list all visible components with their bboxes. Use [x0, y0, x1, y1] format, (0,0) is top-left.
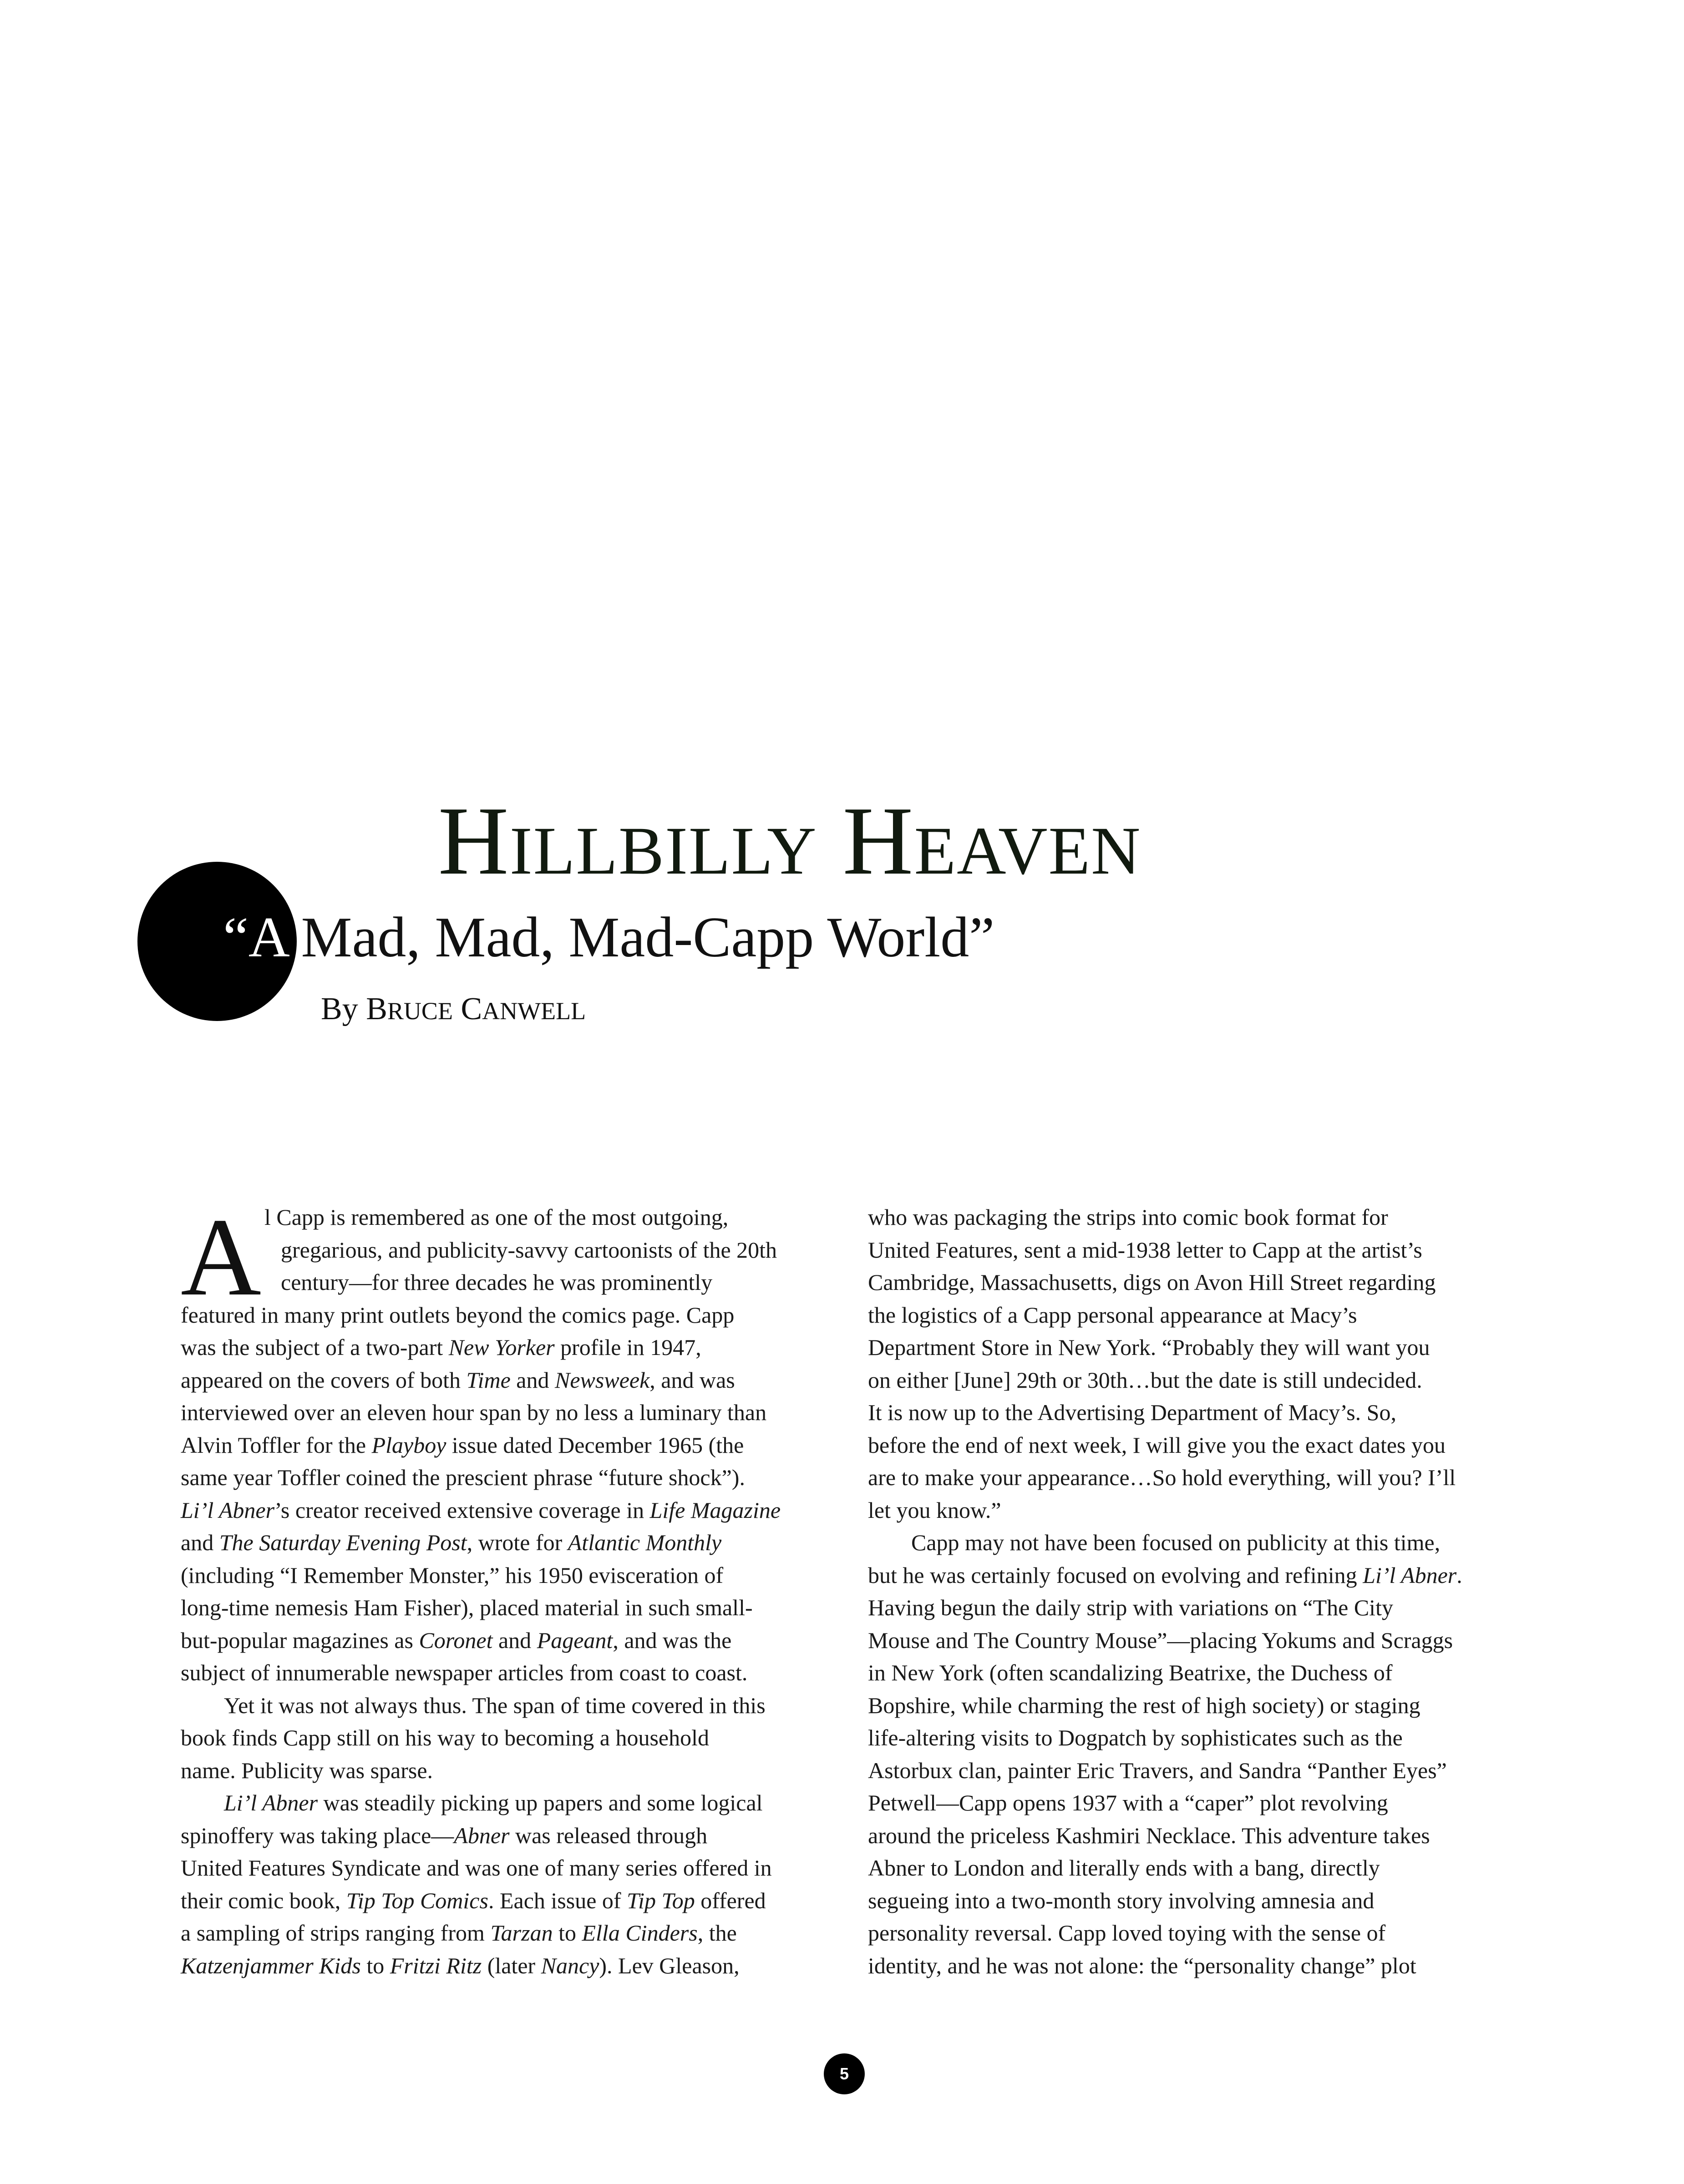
text-run: on either [June] 29th or 30th…but the date is still undecided.: [868, 1367, 1422, 1393]
italic-text: Pageant: [537, 1627, 613, 1653]
text-run: and: [492, 1627, 537, 1653]
text-line: [181, 1266, 827, 1299]
text-line: [868, 1787, 1514, 1820]
text-line: [181, 1396, 827, 1429]
text-line: [868, 1820, 1514, 1852]
text-run: l Capp is remembered as one of the most outgoing,: [264, 1204, 729, 1230]
italic-text: Playboy: [371, 1432, 446, 1458]
text-run: United Features Syndicate and was one of many series offered in: [181, 1855, 772, 1881]
text-line: [868, 1201, 1514, 1234]
text-run: to: [360, 1952, 390, 1978]
text-line: [868, 1299, 1514, 1332]
text-run: was released through: [509, 1822, 708, 1848]
italic-text: Time: [466, 1367, 511, 1393]
italic-text: Coronet: [419, 1627, 493, 1653]
italic-text: Li’l Abner: [1363, 1562, 1457, 1588]
text-line: [181, 1917, 827, 1950]
italic-text: Atlantic Monthly: [568, 1530, 722, 1555]
italic-text: Ella Cinders: [582, 1920, 698, 1946]
text-run: profile in 1947,: [554, 1335, 701, 1360]
text-run: Yet it was not always thus. The span of time covered in this: [224, 1692, 766, 1718]
body-column-left: [181, 1195, 827, 1982]
text-run: same year Toffler coined the prescient phrase “future shock”).: [181, 1465, 745, 1490]
text-line: [868, 1624, 1514, 1657]
title-smallcaps: EAVEN: [914, 813, 1141, 889]
text-line: [868, 1657, 1514, 1689]
text-line: [181, 1559, 827, 1592]
text-run: , the: [697, 1920, 737, 1946]
text-run: in New York (often scandalizing Beatrixe, the Duchess of: [868, 1660, 1393, 1685]
text-run: was steadily picking up papers and some logical: [318, 1790, 763, 1815]
text-run: It is now up to the Advertising Department of Macy’s. So,: [868, 1400, 1396, 1425]
text-run: offered: [695, 1887, 766, 1913]
text-line: [868, 1234, 1514, 1267]
text-run: but he was certainly focused on evolving and refining: [868, 1562, 1363, 1588]
text-run: century—for three decades he was prominently: [281, 1269, 713, 1295]
text-line: [868, 1689, 1514, 1722]
text-run: the logistics of a Capp personal appearance at Macy’s: [868, 1302, 1357, 1328]
text-line: [181, 1331, 827, 1364]
text-run: to: [553, 1920, 582, 1946]
text-line: [868, 1950, 1514, 1982]
text-run: Having begun the daily strip with variations on “The City: [868, 1595, 1393, 1620]
text-line: [868, 1592, 1514, 1624]
text-run: and: [181, 1530, 219, 1555]
text-run: are to make your appearance…So hold everything, will you? I’ll: [868, 1465, 1456, 1490]
italic-text: Abner: [454, 1822, 510, 1848]
italic-text: Newsweek: [555, 1367, 650, 1393]
text-line: [868, 1885, 1514, 1917]
text-run: a sampling of strips ranging from: [181, 1920, 491, 1946]
text-run: featured in many print outlets beyond the comics page. Capp: [181, 1302, 735, 1328]
title-initial: H: [438, 786, 510, 895]
italic-text: The Saturday Evening Post: [219, 1530, 467, 1555]
text-line: [181, 1885, 827, 1917]
byline-initial: C: [461, 991, 482, 1026]
text-run: ’s creator received extensive coverage in: [274, 1497, 650, 1523]
text-line: [181, 1299, 827, 1332]
text-run: before the end of next week, I will give you the exact dates you: [868, 1432, 1446, 1458]
byline-initial: B: [366, 991, 387, 1026]
text-run: appeared on the covers of both: [181, 1367, 467, 1393]
text-run: Alvin Toffler for the: [181, 1432, 372, 1458]
text-line: [181, 1592, 827, 1624]
text-run: but-popular magazines as: [181, 1627, 419, 1653]
subtitle-first-word: “A: [223, 906, 287, 969]
text-line: [868, 1429, 1514, 1462]
text-run: ). Lev Gleason,: [599, 1952, 740, 1978]
text-line: [181, 1689, 827, 1722]
text-run: . Each issue of: [488, 1887, 627, 1913]
text-run: , and was the: [613, 1627, 732, 1653]
text-run: Capp may not have been focused on publicity at this time,: [911, 1530, 1441, 1555]
text-line: [181, 1429, 827, 1462]
text-line: [181, 1624, 827, 1657]
text-run: Bopshire, while charming the rest of high society) or staging: [868, 1692, 1420, 1718]
italic-text: Life Magazine: [649, 1497, 781, 1523]
text-line: [868, 1331, 1514, 1364]
byline: [321, 993, 586, 1025]
text-run: Mouse and The Country Mouse”—placing Yokums and Scraggs: [868, 1627, 1453, 1653]
text-line: [181, 1787, 827, 1820]
text-run: personality reversal. Capp loved toying with the sense of: [868, 1920, 1386, 1946]
text-run: (including “I Remember Monster,” his 1950 evisceration of: [181, 1562, 724, 1588]
title-smallcaps: ILLBILLY: [509, 813, 817, 889]
byline-by: By: [321, 991, 358, 1026]
text-run: issue dated December 1965 (the: [446, 1432, 744, 1458]
text-line: [868, 1722, 1514, 1754]
text-run: was the subject of a two-part: [181, 1335, 449, 1360]
text-line: [181, 1201, 827, 1234]
text-run: .: [1456, 1562, 1462, 1588]
text-run: Astorbux clan, painter Eric Travers, and Sandra “Panther Eyes”: [868, 1757, 1447, 1783]
text-run: Cambridge, Massachusetts, digs on Avon Hill Street regarding: [868, 1269, 1436, 1295]
text-line: [868, 1754, 1514, 1787]
italic-text: Tarzan: [490, 1920, 553, 1946]
text-run: Petwell—Capp opens 1937 with a “caper” plot revolving: [868, 1790, 1388, 1815]
text-line: [181, 1852, 827, 1885]
italic-text: Fritzi Ritz: [390, 1952, 482, 1978]
text-run: United Features, sent a mid-1938 letter to Capp at the artist’s: [868, 1237, 1422, 1263]
text-run: subject of innumerable newspaper articles from coast to coast.: [181, 1660, 748, 1685]
italic-text: Nancy: [541, 1952, 599, 1978]
italic-text: Katzenjammer Kids: [181, 1952, 361, 1978]
text-run: , and was: [649, 1367, 735, 1393]
text-run: their comic book,: [181, 1887, 346, 1913]
text-line: [868, 1364, 1514, 1397]
text-line: [181, 1527, 827, 1559]
text-run: spinoffery was taking place—: [181, 1822, 454, 1848]
text-run: long-time nemesis Ham Fisher), placed material in such small-: [181, 1595, 753, 1620]
text-run: life-altering visits to Dogpatch by sophisticates such as the: [868, 1725, 1403, 1750]
text-run: Abner to London and literally ends with a bang, directly: [868, 1855, 1380, 1881]
text-line: [181, 1820, 827, 1852]
text-line: [181, 1461, 827, 1494]
article-subtitle: [223, 906, 995, 969]
body-column-right: [868, 1201, 1514, 1982]
text-run: who was packaging the strips into comic book format for: [868, 1204, 1388, 1230]
byline-smallcaps: ANWELL: [482, 997, 586, 1025]
text-line: [868, 1527, 1514, 1559]
page-number: 5: [824, 2053, 865, 2094]
text-run: segueing into a two-month story involving amnesia and: [868, 1887, 1375, 1913]
text-run: Department Store in New York. “Probably they will want you: [868, 1335, 1430, 1360]
text-line: [868, 1266, 1514, 1299]
text-line: [868, 1494, 1514, 1527]
text-run: gregarious, and publicity-savvy cartoonists of the 20th: [281, 1237, 777, 1263]
text-line: [868, 1852, 1514, 1885]
text-run: let you know.”: [868, 1497, 1001, 1523]
italic-text: New Yorker: [448, 1335, 555, 1360]
text-line: [181, 1657, 827, 1689]
text-line: [181, 1722, 827, 1754]
italic-text: Li’l Abner: [224, 1790, 318, 1815]
byline-smallcaps: RUCE: [387, 997, 453, 1025]
text-run: name. Publicity was sparse.: [181, 1757, 433, 1783]
italic-text: Li’l Abner: [181, 1497, 275, 1523]
text-run: interviewed over an eleven hour span by no less a luminary than: [181, 1400, 767, 1425]
text-run: identity, and he was not alone: the “personality change” plot: [868, 1952, 1416, 1978]
text-run: (later: [482, 1952, 541, 1978]
italic-text: Tip Top Comics: [346, 1887, 488, 1913]
subtitle-rest: Mad, Mad, Mad-Capp World”: [286, 906, 995, 969]
text-line: [181, 1950, 827, 1982]
text-line: [868, 1917, 1514, 1950]
text-run: book finds Capp still on his way to becoming a household: [181, 1725, 710, 1750]
text-line: [181, 1754, 827, 1787]
italic-text: Tip Top: [627, 1887, 695, 1913]
text-line: [868, 1396, 1514, 1429]
text-run: , wrote for: [467, 1530, 568, 1555]
text-line: [181, 1494, 827, 1527]
text-line: [181, 1364, 827, 1397]
title-initial: H: [842, 786, 914, 895]
text-line: [868, 1559, 1514, 1592]
text-line: [868, 1461, 1514, 1494]
drop-cap: A: [181, 1195, 261, 1319]
text-run: around the priceless Kashmiri Necklace. This adventure takes: [868, 1822, 1430, 1848]
text-run: and: [510, 1367, 555, 1393]
text-line: [181, 1234, 827, 1267]
